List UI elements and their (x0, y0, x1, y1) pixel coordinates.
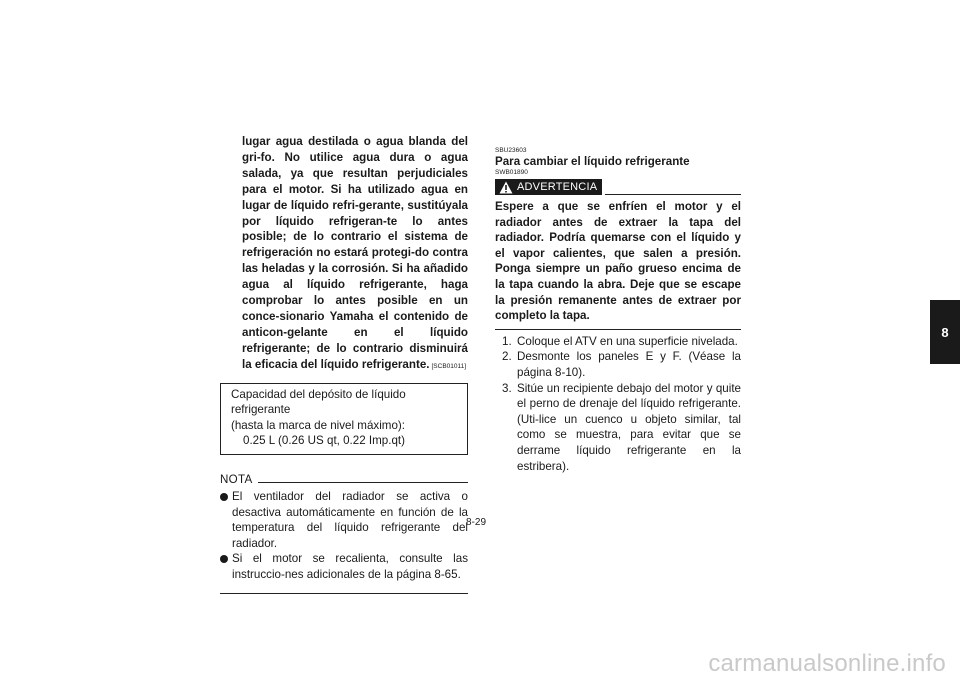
bullet-icon (220, 493, 228, 501)
step-text: Sitúe un recipiente debajo del motor y quite el perno de drenaje del líquido refrigerante. (Uti-lice un cuenco u objeto similar, tal como se muestra, para evitar que se derrame líquido refrigerante en la estribera). (517, 381, 741, 473)
bullet-icon (220, 555, 228, 563)
coolant-capacity-box (220, 383, 468, 455)
spec-line-1: Capacidad del depósito de líquido refrigerante (231, 387, 406, 417)
section-title: Para cambiar el líquido refrigerante (495, 155, 690, 168)
nota-label: NOTA (220, 472, 253, 486)
spec-line-3: 0.25 L (0.26 US qt, 0.22 Imp.qt) (243, 434, 405, 448)
step-text: Desmonte los paneles E y F. (Véase la página 8-10). (517, 350, 741, 379)
nota-item (220, 551, 468, 582)
warning-code: [SCB01011] (431, 362, 467, 370)
step-number: 2. (502, 350, 512, 364)
warning-rule (605, 194, 741, 195)
warning-label: ADVERTENCIA (517, 181, 598, 193)
step-item (495, 349, 741, 380)
step-number: 3. (502, 381, 512, 395)
warning-text: Espere a que se enfríen el motor y el radiador antes de extraer la tapa del radiador. Podría quemarse con el líquido y el vapor calientes, que salen a presión. Ponga siempre un paño grueso encima de la tapa cuando la abra. Deje que se escape la presión remanente antes de extraer por completo la tapa. (495, 200, 741, 323)
nota-end-rule (220, 593, 468, 594)
nota-item (220, 489, 468, 551)
warning-badge (495, 179, 602, 195)
watermark: carmanualsonline.info (708, 650, 946, 677)
step-text: Coloque el ATV en una superficie nivelada. (517, 334, 738, 348)
left-column (220, 134, 468, 594)
steps-list (495, 334, 741, 474)
chapter-number: 8 (941, 324, 949, 340)
section-code: SBU23603 (495, 147, 527, 154)
warning-ref-code: SWB01890 (495, 169, 528, 176)
nota-item-text: El ventilador del radiador se activa o desactiva automáticamente en función de la temperatura del líquido refrigerante del radiador. (232, 489, 468, 550)
step-item (495, 381, 741, 475)
warning-continuation (242, 134, 468, 375)
nota-list (220, 489, 468, 583)
nota-header (220, 473, 468, 486)
warning-header (495, 179, 741, 195)
page-number: 8-29 (466, 517, 487, 528)
warning-continuation-text: lugar agua destilada o agua blanda del gri-fo. No utilice agua dura o agua salada, ya que resultan perjudiciales para el motor. Si ha utilizado agua en lugar de líquido refri-gerante, sustitúyala por líquido refrigeran-te lo antes posible; de lo contrario el sistema de refrigeración no estará protegi-do contra las heladas y la corrosión. Si ha añadido agua al líquido refrigerante, haga comprobar lo antes posible en un conce-sionario Yamaha el contenido de anticon-gelante en el líquido refrigerante; de lo contrario disminuirá la eficacia del líquido refrigerante. (242, 135, 468, 371)
spec-line-2: (hasta la marca de nivel máximo): (231, 418, 405, 432)
warning-end-rule (495, 329, 741, 330)
chapter-tab (930, 300, 960, 364)
nota-rule (258, 482, 468, 483)
step-number: 1. (502, 334, 512, 348)
nota-item-text: Si el motor se recalienta, consulte las instruccio-nes adicionales de la página 8-65. (232, 552, 468, 581)
right-column (495, 147, 741, 474)
step-item (495, 334, 741, 350)
warning-triangle-icon (499, 181, 513, 194)
